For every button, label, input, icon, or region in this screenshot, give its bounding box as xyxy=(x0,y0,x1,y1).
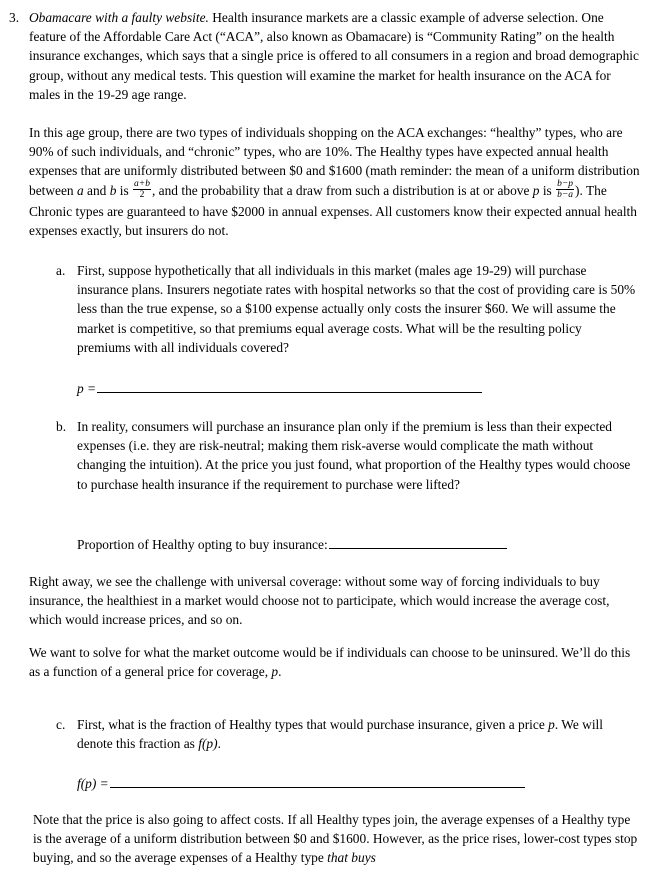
item-a-letter: a. xyxy=(56,263,66,278)
para2-part3: ). The Chronic types are guaranteed to have $2000 in annual expenses. All customers know their expected annual health expenses exactly, but insurers do not. xyxy=(29,182,637,239)
item-b-letter: b. xyxy=(56,419,67,434)
question-intro xyxy=(29,8,641,104)
probability-fraction-numerator: b−p xyxy=(557,179,574,190)
mean-fraction-numerator: a+b xyxy=(134,179,150,190)
item-c-text-after: . xyxy=(217,736,221,752)
para2-part1: In this age group, there are two types of individuals shopping on the ACA exchanges: “healthy” types, who are 90% of such individuals, and “chronic” types, who are 10%. The Healthy types have expected annual health expenses that are uniformly distributed between $0 and $1600 (math reminder: the mean of a uniform distribution between xyxy=(29,125,640,198)
item-a-answer-label: p = xyxy=(77,381,97,396)
costs-paragraph xyxy=(33,810,641,868)
question-title: Obamacare with a faulty website. xyxy=(29,10,209,25)
var-p: p xyxy=(532,182,540,198)
var-p-2: p xyxy=(271,664,279,680)
probability-fraction xyxy=(556,179,574,200)
para4-text-after: . xyxy=(278,664,282,680)
mean-fraction-denominator: 2 xyxy=(139,190,145,201)
var-a: a xyxy=(76,182,84,198)
func-arg: (p) xyxy=(201,736,218,752)
para2-part2: , and the probability that a draw from such a distribution is at or above xyxy=(151,182,533,198)
item-c-text-mid: . We will denote this fraction as xyxy=(77,717,603,752)
item-a-answer-row xyxy=(77,378,497,397)
item-c-letter: c. xyxy=(56,717,66,732)
item-b-text: In reality, consumers will purchase an insurance plan only if the premium is less than their expected expenses (i.e. they are risk-neutral; making them risk-averse would complicate the math without changing the intuition). At the price you just found, what proportion of the Healthy types would choose to purchase health insurance if the requirement to purchase were lifted? xyxy=(77,419,631,492)
premium-answer-blank[interactable] xyxy=(97,378,482,393)
question-number: 3. xyxy=(9,10,20,25)
universal-coverage-paragraph: Right away, we see the challenge with universal coverage: without some way of forcing individuals to buy insurance, the healthiest in a market would choose not to participate, which would increase the average cost, which would increase prices, and so on. xyxy=(29,574,610,628)
para5-text-before: Note that the price is also going to affect costs. If all Healthy types join, the average expenses of a Healthy type is the average of a uniform distribution between $0 and $1600. However, as the price rises, lower-cost types stop buying, and so the average expenses of a Healthy type xyxy=(33,812,638,866)
func-f: f xyxy=(198,736,202,752)
fraction-answer-blank[interactable] xyxy=(110,773,525,788)
var-p-3: p xyxy=(548,717,555,732)
item-b-answer-label: Proportion of Healthy opting to buy insurance: xyxy=(77,537,328,552)
intro-text: Health insurance markets are a classic example of adverse selection. One feature of the Affordable Care Act (“ACA”, also known as Obamacare) is “Community Rating” on the health insurance exchanges, which says that a single price is offered to all consumers in a region and broad demographic group, without any medical tests. This question will examine the market for health insurance on the ACA for males in the 19-29 age range. xyxy=(29,10,639,102)
and-word: and xyxy=(83,182,110,198)
is-word-2: is xyxy=(539,182,556,198)
item-c-answer-row xyxy=(77,773,547,792)
item-c-text-before: First, what is the fraction of Healthy types that would purchase insurance, given a price xyxy=(77,717,549,732)
mean-fraction xyxy=(133,179,151,200)
item-c-answer-label: f(p) = xyxy=(77,776,109,791)
item-c-text xyxy=(77,715,637,753)
probability-fraction-denominator: b−a xyxy=(557,190,574,201)
para5-emphasis: that buys xyxy=(327,850,376,866)
para4-text-before: We want to solve for what the market outcome would be if individuals can choose to be uninsured. We’ll do this as a function of a general price for coverage, xyxy=(29,645,631,680)
proportion-answer-blank[interactable] xyxy=(329,534,507,549)
is-word: is xyxy=(116,182,133,198)
market-outcome-paragraph xyxy=(29,643,641,681)
population-description xyxy=(29,123,641,240)
item-a-text: First, suppose hypothetically that all individuals in this market (males age 19-29) will purchase insurance plans. Insurers negotiate rates with hospital networks so that the cost of providing care is 50% less than the true expense, so a $100 expense actually only costs the insurer $60. We will assume the market is competitive, so that premiums equal average costs. What will be the resulting policy premiums with all individuals covered? xyxy=(77,263,636,355)
var-b: b xyxy=(109,182,117,198)
item-b-answer-row xyxy=(77,534,547,553)
